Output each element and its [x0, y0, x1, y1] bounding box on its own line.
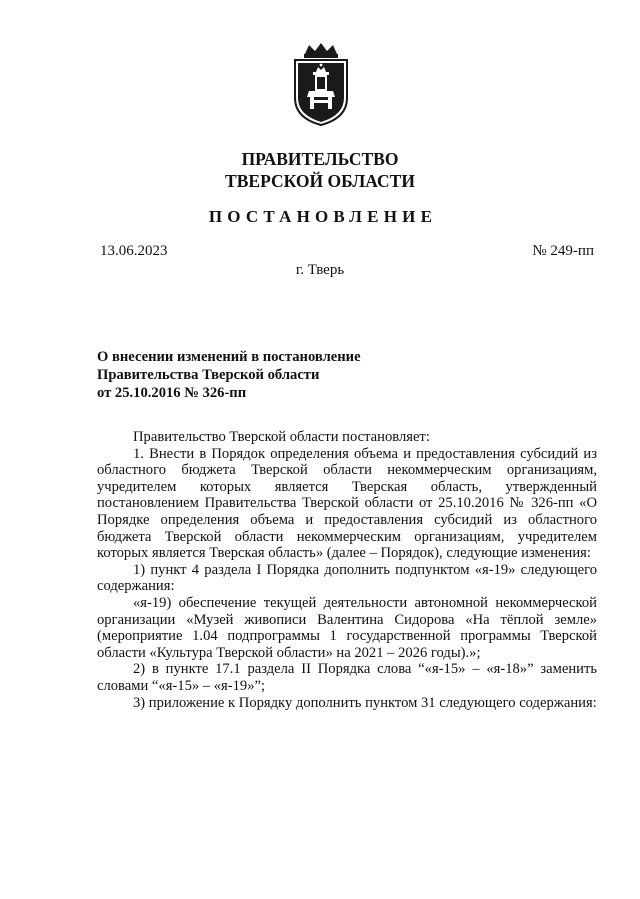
document-body [97, 429, 597, 711]
body-paragraph: «я-19) обеспечение текущей деятельности автономной некоммерческой организации «Музей живописи Валентина Сидорова «На тёплой земле» (мероприятие 1.04 подпрограммы 1 государственной программы Тверской области «Культура Тверской области» на 2021 – 2026 годы).»; [97, 594, 597, 661]
tver-oblast-coat-of-arms-icon [291, 42, 351, 126]
document-subject [97, 348, 361, 402]
subject-line: от 25.10.2016 № 326-пп [97, 385, 247, 401]
body-paragraph: 2) в пункте 17.1 раздела II Порядка слова “«я-15» – «я-18»” заменить словами “«я-15» – «я-19»”; [97, 661, 597, 694]
body-paragraph: 1. Внести в Порядок определения объема и предоставления субсидий из областного бюджета Тверской области некоммерческим организациям, учредителем которых является Тверская область, утвержденный постановлением Правительства Тверской области от 25.10.2016 № 326-пп «О Порядке определения объема и предоставления субсидий из областного бюджета Тверской области некоммерческим организациям, учредителем которых является Тверская область» (далее – Порядок), следующие изменения: [97, 445, 597, 562]
document-city: г. Тверь [295, 262, 345, 278]
document-date: 13.06.2023 [100, 243, 168, 259]
subject-line: О внесении изменений в постановление [97, 349, 361, 365]
organization-name-line2: ТВЕРСКОЙ ОБЛАСТИ [225, 171, 415, 191]
body-paragraph: 1) пункт 4 раздела I Порядка дополнить подпунктом «я-19» следующего содержания: [97, 561, 597, 595]
body-paragraph: 3) приложение к Порядку дополнить пунктом 31 следующего содержания: [133, 694, 597, 711]
document-number: № 249-пп [532, 243, 594, 259]
subject-line: Правительства Тверской области [97, 367, 320, 383]
organization-name-line1: ПРАВИТЕЛЬСТВО [241, 149, 399, 169]
body-paragraph: Правительство Тверской области постановляет: [133, 429, 430, 445]
document-type: ПОСТАНОВЛЕНИЕ [208, 207, 438, 226]
